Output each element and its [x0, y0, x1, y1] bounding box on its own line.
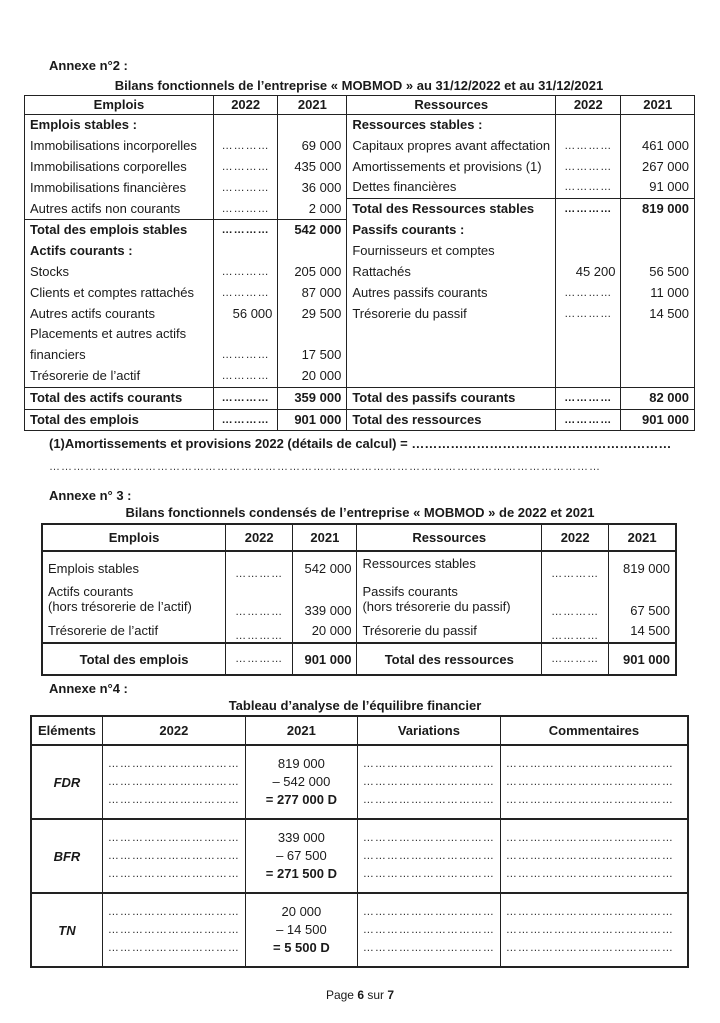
header-2022: 2022 [226, 524, 293, 551]
header-elements: Eléments [31, 716, 102, 745]
calc-line: 20 000 [281, 904, 322, 919]
value-2022: ………… [213, 220, 277, 241]
value-2021 [245, 745, 357, 819]
value-2021 [278, 324, 347, 345]
calc-line: = 277 000 D [265, 792, 337, 807]
ressources-label [347, 345, 556, 366]
header-2021: 2021 [278, 96, 347, 115]
annexe3-header-row [42, 524, 676, 551]
dotted-line: …………………………… [107, 924, 240, 936]
value-2021: 56 500 [621, 262, 695, 283]
value-2022 [556, 345, 621, 366]
ressources-label: Total des passifs courants [347, 387, 556, 409]
emplois-label: Actifs courants : [25, 241, 214, 262]
value-2022 [556, 115, 621, 136]
ressources-label: Autres passifs courants [347, 283, 556, 304]
value-2022: ………… [542, 618, 609, 643]
table-row [31, 819, 688, 893]
calc-line: = 271 500 D [265, 866, 337, 881]
dotted-line: …………………………… [107, 776, 240, 788]
ressources-label [347, 366, 556, 387]
value-2021: 91 000 [621, 177, 695, 198]
table-row [25, 136, 695, 157]
emplois-label: Autres actifs courants [25, 304, 214, 325]
table-row [25, 115, 695, 136]
emplois-label: Total des emplois stables [25, 220, 214, 241]
dotted-line: …………………………… [362, 942, 495, 954]
value-2022 [556, 324, 621, 345]
dotted-line: …………………………… [107, 758, 240, 770]
value-2022: ………… [542, 580, 609, 618]
emplois-label: Immobilisations incorporelles [25, 136, 214, 157]
dotted-line: …………………………… [107, 794, 240, 806]
header-2021: 2021 [245, 716, 357, 745]
variations [357, 819, 500, 893]
dotted-line: …………………………… [362, 850, 495, 862]
value-2021: 36 000 [278, 177, 347, 198]
value-2021 [621, 345, 695, 366]
value-2021 [278, 115, 347, 136]
table-row [25, 157, 695, 178]
annexe2-header-row [25, 96, 695, 115]
total-2021: 901 000 [609, 643, 676, 675]
dotted-line: …………………………… [107, 832, 240, 844]
table-row [42, 551, 676, 580]
value-2021: 69 000 [278, 136, 347, 157]
value-2022 [213, 324, 277, 345]
dotted-line: …………………………… [362, 794, 495, 806]
calc-line: 819 000 [277, 756, 325, 771]
dotted-line: …………………………………… [505, 758, 674, 770]
header-ressources: Ressources [347, 96, 556, 115]
value-2021: 359 000 [278, 387, 347, 409]
total-2022: ………… [542, 643, 609, 675]
table-row [25, 262, 695, 283]
value-2021: 267 000 [621, 157, 695, 178]
value-2022: ………… [226, 551, 293, 580]
emplois-label: Immobilisations financières [25, 177, 214, 198]
emplois-label: Autres actifs non courants [25, 199, 214, 220]
total-row [42, 643, 676, 675]
header-2022: 2022 [102, 716, 245, 745]
dotted-line: …………………………………… [505, 850, 674, 862]
value-2021 [621, 324, 695, 345]
page-total: 7 [387, 988, 395, 1002]
emplois-label: Clients et comptes rattachés [25, 283, 214, 304]
value-2022: 56 000 [213, 304, 277, 325]
value-2021: 82 000 [621, 387, 695, 409]
value-2022 [556, 220, 621, 241]
calc-line: – 542 000 [272, 774, 331, 789]
header-emplois: Emplois [25, 96, 214, 115]
dotted-line: …………………………… [362, 924, 495, 936]
value-2022: ………… [556, 199, 621, 220]
dotted-line: …………………………… [362, 832, 495, 844]
value-2021: 67 500 [609, 580, 676, 618]
dotted-line: …………………………………… [505, 794, 674, 806]
value-2022: ………… [226, 580, 293, 618]
value-2022: ………… [556, 409, 621, 431]
dotted-line: …………………………………… [505, 868, 674, 880]
value-2022: ………… [213, 136, 277, 157]
table-row [25, 409, 695, 431]
value-2022: ………… [556, 387, 621, 409]
value-2021 [621, 366, 695, 387]
ressources-label: Trésorerie du passif [347, 304, 556, 325]
calc-line: – 67 500 [276, 848, 327, 863]
value-2021: 542 000 [293, 551, 357, 580]
ressources-label: Passifs courants : [347, 220, 556, 241]
emplois-label: financiers [25, 345, 214, 366]
value-2022 [213, 115, 277, 136]
value-2022 [102, 893, 245, 967]
value-2022: 45 200 [556, 262, 621, 283]
table-row [25, 283, 695, 304]
table-row [25, 220, 695, 241]
value-2022: ………… [556, 157, 621, 178]
dotted-line: …………………………… [107, 906, 240, 918]
dotted-line: …………………………………… [505, 832, 674, 844]
value-2022: ………… [556, 136, 621, 157]
annexe4-table [30, 715, 689, 968]
annexe4-header-row [31, 716, 688, 745]
emplois-label: Total des emplois [25, 409, 214, 431]
value-2022: ………… [213, 366, 277, 387]
value-2022: ………… [556, 177, 621, 198]
header-2022: 2022 [542, 524, 609, 551]
value-2022 [556, 241, 621, 262]
header-2022: 2022 [213, 96, 277, 115]
annexe2-title: Bilans fonctionnels de l’entreprise « MOBMOD » au 31/12/2022 et au 31/12/2021 [114, 78, 604, 93]
dotted-line: …………………………… [107, 868, 240, 880]
value-2021 [278, 241, 347, 262]
value-2022: ………… [213, 199, 277, 220]
value-2021: 2 000 [278, 199, 347, 220]
table-row [31, 745, 688, 819]
emplois-label: Actifs courants (hors trésorerie de l’actif) [42, 580, 226, 618]
annexe4-title: Tableau d’analyse de l’équilibre financier [228, 698, 482, 713]
table-row [25, 345, 695, 366]
value-2021: 435 000 [278, 157, 347, 178]
value-2021 [621, 115, 695, 136]
header-variations: Variations [357, 716, 500, 745]
header-2021: 2021 [609, 524, 676, 551]
value-2021: 819 000 [609, 551, 676, 580]
table-row [42, 580, 676, 618]
dotted-line: …………………………… [107, 850, 240, 862]
header-commentaires: Commentaires [500, 716, 688, 745]
value-2021: 901 000 [278, 409, 347, 431]
table-row [25, 324, 695, 345]
emplois-label: Placements et autres actifs [25, 324, 214, 345]
value-2021: 901 000 [621, 409, 695, 431]
ressources-label: Ressources stables [357, 551, 542, 580]
annexe3-table [41, 523, 677, 676]
annexe2-label: Annexe n°2 : [49, 58, 128, 73]
annexe2-note: (1)Amortissements et provisions 2022 (détails de calcul) = …………………………………………………… [49, 436, 672, 451]
value-2021: 11 000 [621, 283, 695, 304]
value-2022 [102, 745, 245, 819]
total-2022: ………… [226, 643, 293, 675]
value-2021: 20 000 [278, 366, 347, 387]
header-2022: 2022 [556, 96, 621, 115]
emplois-label: Stocks [25, 262, 214, 283]
ressources-label: Fournisseurs et comptes [347, 241, 556, 262]
emplois-label: Total des actifs courants [25, 387, 214, 409]
value-2022: ………… [213, 177, 277, 198]
annexe2-note-line: ………………………………………………………………………………………………………………………… [49, 461, 601, 473]
emplois-label: Emplois stables : [25, 115, 214, 136]
value-2021 [245, 819, 357, 893]
page-number: 6 [357, 988, 364, 1002]
value-2021 [621, 220, 695, 241]
dotted-line: …………………………………… [505, 942, 674, 954]
table-row [25, 366, 695, 387]
value-2021: 461 000 [621, 136, 695, 157]
value-2022: ………… [213, 409, 277, 431]
value-2022: ………… [213, 345, 277, 366]
table-row [25, 241, 695, 262]
element-name: BFR [31, 819, 102, 893]
annexe4-label: Annexe n°4 : [49, 681, 128, 696]
ressources-label: Total des ressources [347, 409, 556, 431]
dotted-line: …………………………………… [505, 906, 674, 918]
table-row [42, 618, 676, 643]
header-2021: 2021 [621, 96, 695, 115]
annexe3-label: Annexe n° 3 : [49, 488, 132, 503]
variations [357, 893, 500, 967]
header-ressources: Ressources [357, 524, 542, 551]
value-2022 [213, 241, 277, 262]
commentaires [500, 819, 688, 893]
ressources-label: Amortissements et provisions (1) [347, 157, 556, 178]
ressources-label: Passifs courants (hors trésorerie du passif) [357, 580, 542, 618]
dotted-line: …………………………………… [505, 924, 674, 936]
annexe3-title: Bilans fonctionnels condensés de l’entreprise « MOBMOD » de 2022 et 2021 [125, 505, 595, 520]
ressources-label: Ressources stables : [347, 115, 556, 136]
value-2021 [621, 241, 695, 262]
value-2022: ………… [213, 157, 277, 178]
header-2021: 2021 [293, 524, 357, 551]
commentaires [500, 745, 688, 819]
value-2022: ………… [556, 283, 621, 304]
value-2022: ………… [542, 551, 609, 580]
annexe2-table [24, 95, 695, 431]
ressources-label: Capitaux propres avant affectation [347, 136, 556, 157]
value-2021: 819 000 [621, 199, 695, 220]
element-name: FDR [31, 745, 102, 819]
emplois-label: Emplois stables [42, 551, 226, 580]
value-2021: 205 000 [278, 262, 347, 283]
value-2022: ………… [213, 283, 277, 304]
value-2021: 29 500 [278, 304, 347, 325]
value-2022 [102, 819, 245, 893]
table-row [25, 387, 695, 409]
dotted-line: …………………………… [362, 776, 495, 788]
dotted-line: …………………………… [362, 758, 495, 770]
dotted-line: …………………………… [362, 868, 495, 880]
value-2021: 17 500 [278, 345, 347, 366]
value-2021: 20 000 [293, 618, 357, 643]
value-2021: 542 000 [278, 220, 347, 241]
emplois-label: Immobilisations corporelles [25, 157, 214, 178]
element-name: TN [31, 893, 102, 967]
dotted-line: …………………………… [362, 906, 495, 918]
value-2022: ………… [556, 304, 621, 325]
ressources-label: Total des Ressources stables [347, 199, 556, 220]
calc-line: – 14 500 [276, 922, 327, 937]
value-2021: 14 500 [609, 618, 676, 643]
ressources-label [347, 324, 556, 345]
ressources-label: Rattachés [347, 262, 556, 283]
table-row [25, 177, 695, 198]
dotted-line: …………………………………… [505, 776, 674, 788]
value-2022 [556, 366, 621, 387]
value-2021 [245, 893, 357, 967]
total-2021: 901 000 [293, 643, 357, 675]
table-row [25, 199, 695, 220]
value-2022: ………… [213, 387, 277, 409]
header-emplois: Emplois [42, 524, 226, 551]
value-2022: ………… [213, 262, 277, 283]
variations [357, 745, 500, 819]
page-word: Page [325, 988, 354, 1002]
total-ressources-label: Total des ressources [357, 643, 542, 675]
ressources-label: Trésorerie du passif [357, 618, 542, 643]
emplois-label: Trésorerie de l’actif [42, 618, 226, 643]
value-2021: 339 000 [293, 580, 357, 618]
calc-line: 339 000 [277, 830, 325, 845]
page-footer [0, 988, 720, 1002]
commentaires [500, 893, 688, 967]
ressources-label: Dettes financières [347, 177, 556, 198]
dotted-line: …………………………… [107, 942, 240, 954]
value-2021: 14 500 [621, 304, 695, 325]
table-row [31, 893, 688, 967]
emplois-label: Trésorerie de l’actif [25, 366, 214, 387]
table-row [25, 304, 695, 325]
value-2021: 87 000 [278, 283, 347, 304]
calc-line: = 5 500 D [273, 940, 330, 955]
total-emplois-label: Total des emplois [42, 643, 226, 675]
sur-word: sur [367, 988, 385, 1002]
value-2022: ………… [226, 618, 293, 643]
